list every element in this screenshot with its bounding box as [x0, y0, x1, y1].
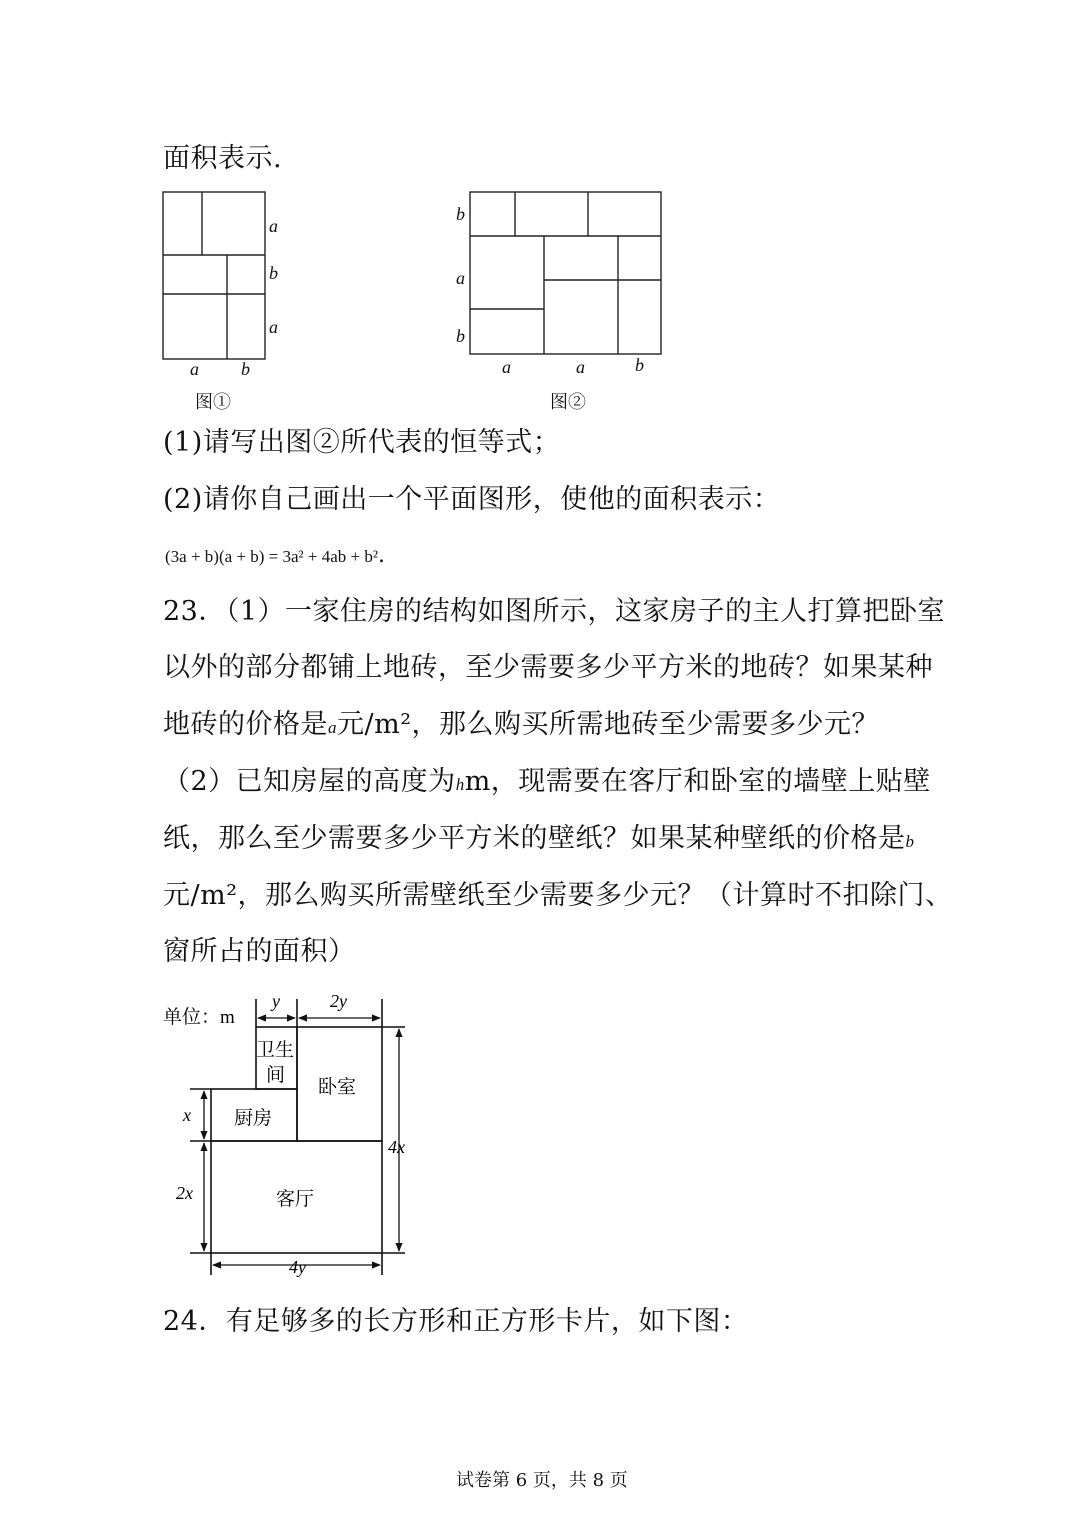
dim-right-4x: 4x	[388, 1137, 405, 1157]
q23-line6: 元/m²，那么购买所需壁纸至少需要多少元？（计算时不扣除门、	[163, 880, 953, 911]
dim-bottom-4y: 4y	[289, 1257, 306, 1277]
fig2-caption: 图②	[550, 392, 586, 413]
unit-label: 单位：m	[163, 1007, 235, 1028]
fig1-label-right-top: a	[269, 216, 278, 236]
dim-left-2x: 2x	[176, 1183, 193, 1203]
floorplan-diagram	[150, 985, 430, 1280]
fig2-label-left-top: b	[456, 204, 465, 224]
q22-formula-line	[165, 545, 385, 567]
intro-text: 面积表示.	[163, 143, 283, 174]
q22-part1: (1)请写出图②所代表的恒等式；	[163, 427, 561, 458]
fig2-label-bottom-1: a	[502, 357, 511, 377]
q23-var-b: b	[905, 832, 915, 851]
q23-line4-b: m，现需要在客厅和卧室的墙壁上贴壁	[464, 766, 931, 797]
fig1-caption: 图①	[195, 392, 231, 413]
q23-line7: 窗所占的面积）	[163, 936, 356, 967]
dim-left-x: x	[183, 1105, 191, 1125]
fig2-label-left-bottom: b	[456, 326, 465, 346]
fig1-label-right-bottom: a	[269, 317, 278, 337]
q23-line3	[163, 711, 879, 738]
room-bathroom-1: 卫生	[256, 1040, 295, 1061]
fig1-label-right-mid: b	[269, 263, 278, 283]
figure-1-diagram	[150, 185, 310, 365]
figure-1	[150, 185, 310, 415]
fig1-label-bottom-left: a	[190, 359, 199, 379]
q23-var-a: a	[328, 718, 337, 737]
q22-formula: (3a + b)(a + b) = 3a² + 4ab + b²	[165, 547, 378, 566]
room-kitchen: 厨房	[234, 1108, 273, 1129]
room-bedroom: 卧室	[318, 1077, 357, 1098]
q22-formula-end: .	[377, 543, 386, 568]
q24-text: 24．有足够多的长方形和正方形卡片，如下图：	[163, 1306, 749, 1337]
q22-part2: (2)请你自己画出一个平面图形，使他的面积表示：	[163, 484, 781, 515]
fig2-label-left-mid: a	[456, 268, 465, 288]
q23-line3-a: 地砖的价格是	[163, 709, 328, 740]
dim-top-y: y	[272, 991, 280, 1011]
q23-line4	[163, 768, 931, 795]
q23-line5-a: 纸，那么至少需要多少平方米的壁纸？如果某种壁纸的价格是	[163, 823, 906, 854]
page-footer: 试卷第 6 页，共 8 页	[456, 1470, 628, 1491]
figure-2-diagram	[450, 185, 680, 360]
fig1-label-bottom-right: b	[241, 359, 250, 379]
room-living: 客厅	[276, 1189, 315, 1210]
q23-var-h: h	[455, 775, 465, 794]
figure-2	[450, 185, 680, 415]
q23-line1: 23．（1）一家住房的结构如图所示，这家房子的主人打算把卧室	[163, 596, 946, 627]
fig2-label-bottom-2: a	[576, 357, 585, 377]
room-bathroom-2: 间	[266, 1065, 286, 1086]
q23-line3-b: 元/m²，那么购买所需地砖至少需要多少元？	[337, 709, 880, 740]
q23-line2: 以外的部分都铺上地砖，至少需要多少平方米的地砖？如果某种	[163, 652, 933, 683]
q23-line5	[163, 825, 915, 852]
dim-top-2y: 2y	[330, 991, 347, 1011]
fig2-label-bottom-3: b	[635, 355, 644, 375]
q23-line4-a: （2）已知房屋的高度为	[163, 766, 456, 797]
